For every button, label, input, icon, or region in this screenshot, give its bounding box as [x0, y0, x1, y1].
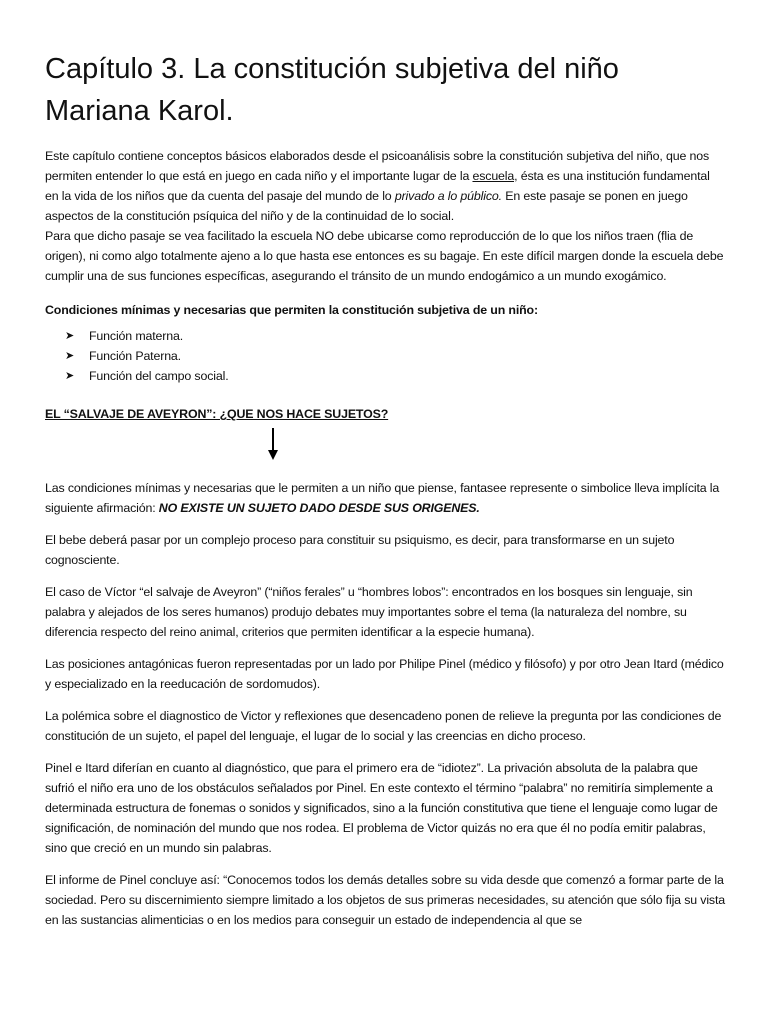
paragraph-7: La polémica sobre el diagnostico de Victor y reflexiones que desencadeno ponen de relieve la pregunta por las condiciones de constitución de un sujeto, el papel del lenguaje, el lugar de lo social y las creencias en dicho proceso.	[45, 709, 722, 743]
conditions-heading: Condiciones mínimas y necesarias que permiten la constitución subjetiva de un niño:	[45, 303, 538, 317]
paragraph-3-emphasis: NO EXISTE UN SUJETO DADO DESDE SUS ORIGENES.	[158, 501, 480, 515]
arrow-bullet-icon: ➤	[65, 330, 75, 342]
down-arrow-icon	[45, 424, 725, 470]
escuela-link[interactable]: escuela,	[472, 169, 518, 183]
arrow-bullet-icon: ➤	[65, 370, 75, 382]
intro-text-b: ésta es una institución fundamental en la vida de los niños que da cuenta del pasaje del mundo de lo	[45, 169, 710, 203]
intro-text-c: En este pasaje se ponen en juego aspectos de la constitución psíquica del niño y de la continuidad de lo social.	[45, 189, 688, 223]
list-item	[65, 366, 725, 386]
paragraph-3	[45, 478, 725, 518]
paragraph-9: El informe de Pinel concluye así: “Conocemos todos los demás detalles sobre su vida desde que comenzó a formar parte de la sociedad. Pero su discernimiento siempre limitado a los objetos de sus primeras necesidades, su atención que sólo fija su vista en las sustancias alimenticias o en los medios para conseguir un estado de independencia al que se	[45, 873, 726, 927]
intro-paragraph-2: Para que dicho pasaje se vea facilitado la escuela NO debe ubicarse como reproducción de lo que los niños traen (flia de origen), ni como algo totalmente ajeno a lo que hasta ese entonces es su bagaje. En este difícil margen donde la escuela debe cumplir una de sus funciones específicas, asegurando el tránsito de un mundo endogámico a un mundo exogámico.	[45, 229, 724, 283]
paragraph-3-text: Las condiciones mínimas y necesarias que le permiten a un niño que piense, fantasee represente o simbolice lleva implícita la siguiente afirmación:	[45, 481, 720, 515]
document-page	[45, 48, 725, 942]
paragraph-8: Pinel e Itard diferían en cuanto al diagnóstico, que para el primero era de “idiotez”. La privación absoluta de la palabra que sufrió el niño era uno de los obstáculos señalados por Pinel. En este contexto el término “palabra” no remitiría simplemente a determinada estructura de fonemas o sonidos y significados, sino a la función constitutiva que tiene el lenguaje como lugar de significación, de nominación del mundo que nos rodea. El problema de Victor quizás no era que él no podía emitir palabras, sino que creció en un mundo sin palabras.	[45, 761, 718, 855]
list-item	[65, 346, 725, 366]
list-item-text: Función del campo social.	[89, 369, 229, 383]
list-item-text: Función Paterna.	[89, 349, 181, 363]
list-item	[65, 326, 725, 346]
paragraph-6: Las posiciones antagónicas fueron representadas por un lado por Philipe Pinel (médico y filósofo) y por otro Jean Itard (médico y especializado en la reeducación de sordomudos).	[45, 657, 724, 691]
section-heading: EL “SALVAJE DE AVEYRON”: ¿QUE NOS HACE SUJETOS?	[45, 407, 389, 421]
list-item-text: Función materna.	[89, 329, 184, 343]
arrow-bullet-icon: ➤	[65, 350, 75, 362]
intro-text-a: Este capítulo contiene conceptos básicos elaborados desde el psicoanálisis sobre la constitución subjetiva del niño, que nos permiten entender lo que está en juego en cada niño y el importante lugar de la	[45, 149, 710, 183]
intro-emphasis: privado a lo público.	[394, 189, 502, 203]
paragraph-5: El caso de Víctor “el salvaje de Aveyron” (“niños ferales” u “hombres lobos”: encontrados en los bosques sin lenguaje, sin palabra y alejados de los seres humanos) produjo debates muy importantes sobre el tema (la naturaleza del nombre, su diferencia respecto del reino animal, criterios que permiten identificar a la especie humana).	[45, 585, 693, 639]
page-title: Capítulo 3. La constitución subjetiva del niño Mariana Karol.	[45, 53, 619, 127]
document-body	[45, 146, 725, 930]
intro-paragraph	[45, 146, 725, 226]
paragraph-4: El bebe deberá pasar por un complejo proceso para constituir su psiquismo, es decir, para transformarse en un sujeto cognosciente.	[45, 533, 675, 567]
conditions-list	[45, 326, 725, 386]
